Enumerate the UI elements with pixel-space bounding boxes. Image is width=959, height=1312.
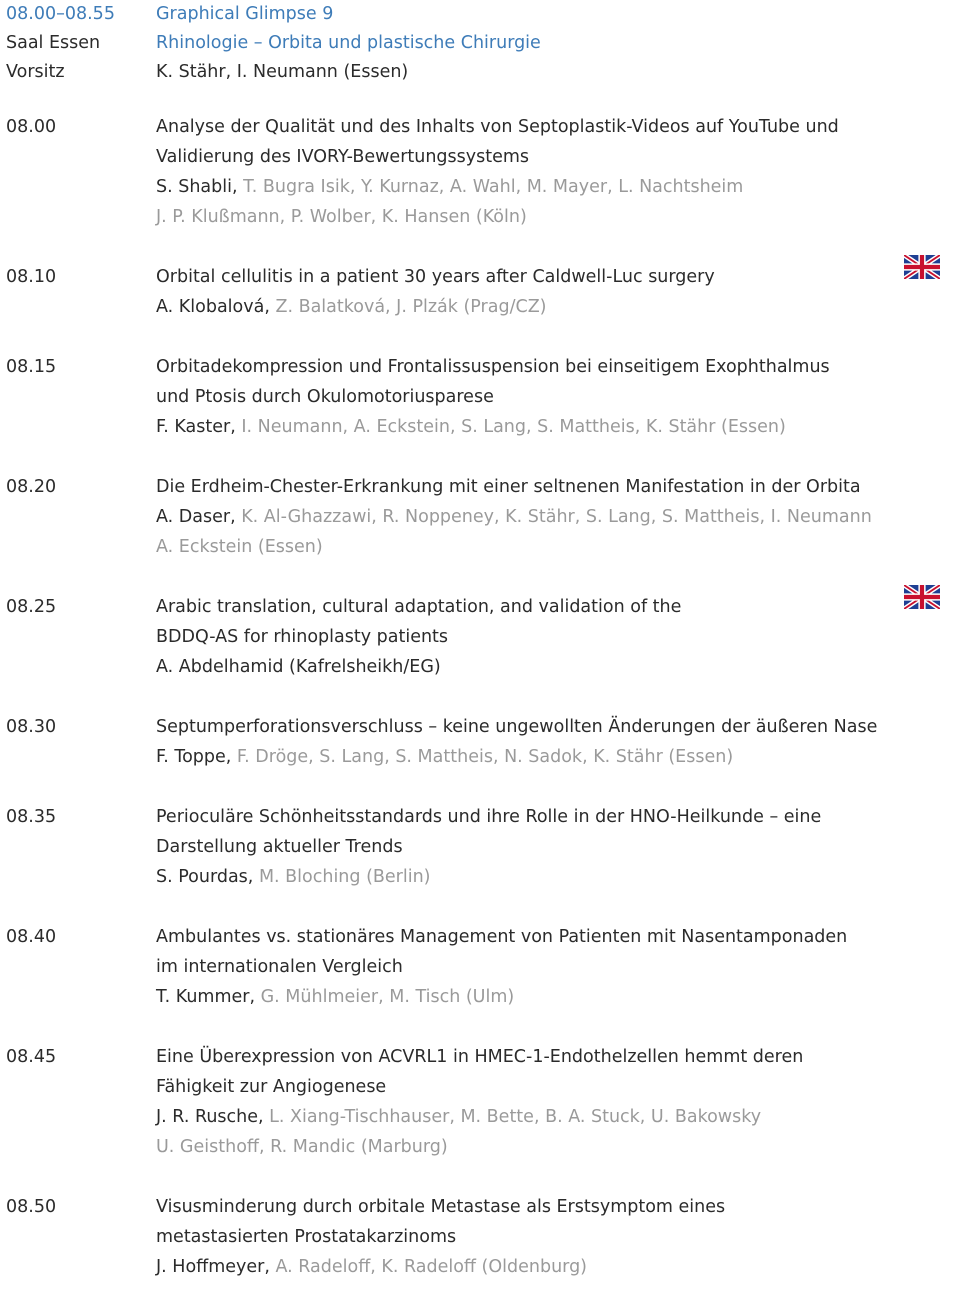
session-time: 08.00–08.55 bbox=[6, 4, 115, 24]
talk-body bbox=[156, 472, 956, 562]
talk-entry bbox=[6, 262, 956, 322]
talk-coauthors: A. Radeloff, K. Radeloff (Oldenburg) bbox=[269, 1257, 587, 1277]
talk-coauthors: T. Bugra Isik, Y. Kurnaz, A. Wahl, M. Mayer, L. Nachtsheim J. P. Klußmann, P. Wolber, K. Hansen (Köln) bbox=[156, 177, 744, 227]
talk-entry bbox=[6, 592, 956, 682]
talk-coauthors: L. Xiang-Tischhauser, M. Bette, B. A. Stuck, U. Bakowsky U. Geisthoff, R. Mandic (Marburg) bbox=[156, 1107, 762, 1157]
talk-time: 08.00 bbox=[6, 117, 57, 137]
uk-flag-icon[interactable] bbox=[904, 585, 940, 609]
talk-body bbox=[156, 112, 956, 232]
talk-list bbox=[6, 112, 956, 1282]
talk-title: Eine Überexpression von ACVRL1 in HMEC-1-Endothelzellen hemmt deren Fähigkeit zur Angiogenese bbox=[156, 1047, 804, 1097]
talk-authors bbox=[156, 742, 956, 772]
session-topic: Rhinologie – Orbita und plastische Chirurgie bbox=[156, 33, 541, 53]
talk-authors bbox=[156, 502, 956, 562]
talk-presenter: T. Kummer, bbox=[156, 987, 256, 1007]
talk-entry bbox=[6, 1192, 956, 1282]
talk-presenter: A. Daser, bbox=[156, 507, 236, 527]
talk-title: Orbital cellulitis in a patient 30 years after Caldwell-Luc surgery bbox=[156, 267, 715, 287]
talk-time: 08.25 bbox=[6, 597, 57, 617]
talk-time: 08.40 bbox=[6, 927, 57, 947]
talk-coauthors: K. Al-Ghazzawi, R. Noppeney, K. Stähr, S. Lang, S. Mattheis, I. Neumann A. Eckstein (Essen) bbox=[156, 507, 872, 557]
talk-presenter: J. R. Rusche, bbox=[156, 1107, 264, 1127]
talk-presenter: J. Hoffmeyer, bbox=[156, 1257, 270, 1277]
talk-body bbox=[156, 352, 956, 442]
session-header bbox=[6, 0, 956, 87]
talk-authors bbox=[156, 1252, 956, 1282]
talk-title: Die Erdheim-Chester-Erkrankung mit einer seltnenen Manifestation in der Orbita bbox=[156, 477, 861, 497]
talk-authors bbox=[156, 412, 956, 442]
talk-time: 08.45 bbox=[6, 1047, 57, 1067]
session-chair-row bbox=[6, 58, 956, 87]
talk-authors bbox=[156, 1102, 956, 1162]
talk-coauthors: M. Bloching (Berlin) bbox=[253, 867, 431, 887]
talk-authors bbox=[156, 292, 956, 322]
talk-body bbox=[156, 592, 956, 682]
talk-coauthors: I. Neumann, A. Eckstein, S. Lang, S. Mattheis, K. Stähr (Essen) bbox=[235, 417, 786, 437]
talk-authors bbox=[156, 172, 956, 232]
uk-flag-graphic bbox=[904, 585, 940, 609]
talk-presenter: A. Klobalová, bbox=[156, 297, 270, 317]
talk-presenter: F. Toppe, bbox=[156, 747, 232, 767]
talk-entry bbox=[6, 472, 956, 562]
talk-body bbox=[156, 712, 956, 772]
session-time-row bbox=[6, 0, 956, 29]
session-chairs: K. Stähr, I. Neumann (Essen) bbox=[156, 62, 409, 82]
session-title: Graphical Glimpse 9 bbox=[156, 4, 334, 24]
talk-time: 08.50 bbox=[6, 1197, 57, 1217]
talk-body bbox=[156, 262, 956, 322]
talk-time: 08.35 bbox=[6, 807, 57, 827]
talk-authors bbox=[156, 862, 956, 892]
session-room-row bbox=[6, 29, 956, 58]
talk-coauthors: F. Dröge, S. Lang, S. Mattheis, N. Sadok, K. Stähr (Essen) bbox=[231, 747, 734, 767]
session-chair-label: Vorsitz bbox=[6, 62, 65, 82]
talk-body bbox=[156, 1192, 956, 1282]
talk-time: 08.30 bbox=[6, 717, 57, 737]
talk-entry bbox=[6, 922, 956, 1012]
program-page bbox=[6, 0, 956, 1312]
talk-title: Perioculäre Schönheitsstandards und ihre Rolle in der HNO-Heilkunde – eine Darstellung aktueller Trends bbox=[156, 807, 822, 857]
talk-title: Septumperforationsverschluss – keine ungewollten Änderungen der äußeren Nase bbox=[156, 717, 878, 737]
uk-flag-graphic bbox=[904, 255, 940, 279]
talk-time: 08.10 bbox=[6, 267, 57, 287]
talk-entry bbox=[6, 712, 956, 772]
talk-title: Arabic translation, cultural adaptation, and validation of the BDDQ-AS for rhinoplasty patients bbox=[156, 597, 682, 647]
uk-flag-icon[interactable] bbox=[904, 255, 940, 279]
talk-time: 08.20 bbox=[6, 477, 57, 497]
talk-body bbox=[156, 802, 956, 892]
talk-presenter: S. Shabli, bbox=[156, 177, 238, 197]
talk-presenter: A. Abdelhamid (Kafrelsheikh/EG) bbox=[156, 657, 441, 677]
talk-title: Ambulantes vs. stationäres Management von Patienten mit Nasentamponaden im internationalen Vergleich bbox=[156, 927, 848, 977]
talk-coauthors: G. Mühlmeier, M. Tisch (Ulm) bbox=[255, 987, 515, 1007]
talk-entry bbox=[6, 802, 956, 892]
session-room: Saal Essen bbox=[6, 33, 101, 53]
talk-entry bbox=[6, 1042, 956, 1162]
talk-title: Analyse der Qualität und des Inhalts von Septoplastik-Videos auf YouTube und Validierung des IVORY-Bewertungssystems bbox=[156, 117, 839, 167]
talk-authors bbox=[156, 982, 956, 1012]
talk-presenter: F. Kaster, bbox=[156, 417, 236, 437]
talk-body bbox=[156, 1042, 956, 1162]
talk-entry bbox=[6, 352, 956, 442]
talk-coauthors: Z. Balatková, J. Plzák (Prag/CZ) bbox=[269, 297, 547, 317]
talk-entry bbox=[6, 112, 956, 232]
talk-title: Visusminderung durch orbitale Metastase als Erstsymptom eines metastasierten Prostatakarzinoms bbox=[156, 1197, 726, 1247]
talk-body bbox=[156, 922, 956, 1012]
talk-authors bbox=[156, 652, 956, 682]
talk-title: Orbitadekompression und Frontalissuspension bei einseitigem Exophthalmus und Ptosis durch Okulomotoriusparese bbox=[156, 357, 830, 407]
talk-time: 08.15 bbox=[6, 357, 57, 377]
talk-presenter: S. Pourdas, bbox=[156, 867, 254, 887]
